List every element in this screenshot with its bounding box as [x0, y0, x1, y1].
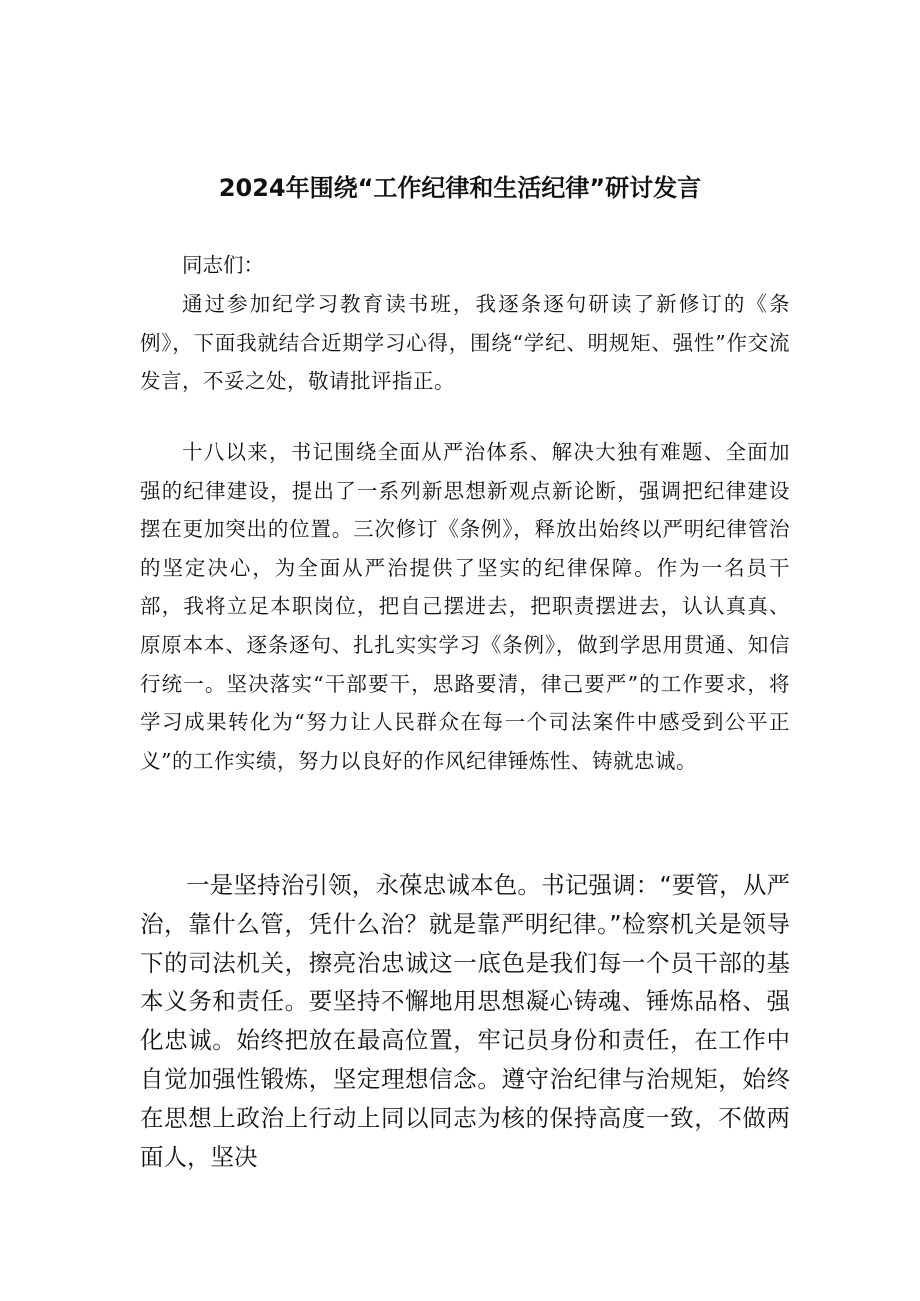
point-one-paragraph: 一是坚持治引领，永葆忠诚本色。书记强调：“要管，从严治，靠什么管，凭什么治？就是靠严明纪律。”检察机关是领导下的司法机关，擦亮治忠诚这一底色是我们每一个员干部的基本义务和责任。要坚持不懈地用思想凝心铸魂、锤炼品格、强化忠诚。始终把放在最高位置，牢记员身份和责任，在工作中自觉加强性锻炼，坚定理想信念。遵守治纪律与治规矩，始终在思想上政治上行动上同以同志为核的保持高度一致，不做两面人，坚决 — [140, 871, 790, 1171]
background-block — [140, 433, 790, 780]
document-title: 2024年围绕“工作纪律和生活纪律”研讨发言 — [218, 174, 702, 202]
background-paragraph: 十八以来，书记围绕全面从严治体系、解决大独有难题、全面加强的纪律建设，提出了一系列新思想新观点新论断，强调把纪律建设摆在更加突出的位置。三次修订《条例》，释放出始终以严明纪律管治的坚定决心，为全面从严治提供了坚实的纪律保障。作为一名员干部，我将立足本职岗位，把自己摆进去，把职责摆进去，认认真真、原原本本、逐条逐句、扎扎实实学习《条例》，做到学思用贯通、知信行统一。坚决落实“干部要干，思路要清，律己要严”的工作要求，将学习成果转化为“努力让人民群众在每一个司法案件中感受到公平正义”的工作实绩，努力以良好的作风纪律锤炼性、铸就忠诚。 — [140, 440, 790, 773]
intro-block — [140, 285, 790, 401]
salutation-block — [140, 246, 790, 285]
intro-paragraph: 通过参加纪学习教育读书班，我逐条逐句研读了新修订的《条例》，下面我就结合近期学习心得，围绕“学纪、明规矩、强性”作交流发言，不妥之处，敬请批评指正。 — [140, 292, 790, 394]
salutation: 同志们： — [182, 253, 264, 277]
point-one-block — [140, 866, 790, 1176]
